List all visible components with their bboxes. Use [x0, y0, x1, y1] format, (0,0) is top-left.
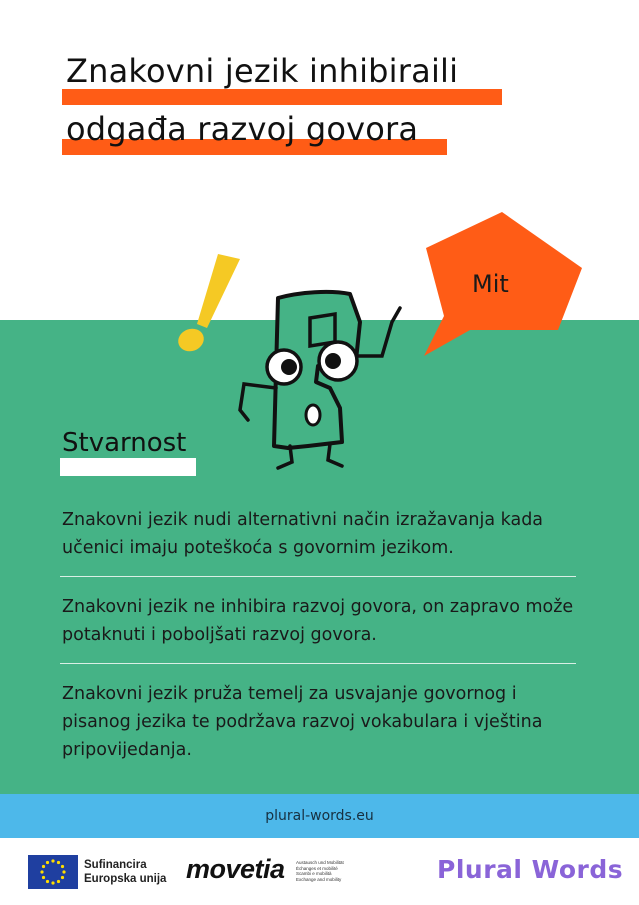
- eu-text-line-2: Europska unija: [84, 873, 167, 885]
- website-band: [0, 794, 639, 838]
- fact-divider: [60, 663, 576, 664]
- fact-item: Znakovni jezik ne inhibira razvoj govora, on zapravo može potaknuti i poboljšati razvoj govora.: [62, 597, 574, 645]
- bubble-label: Mit: [472, 270, 509, 298]
- movetia-tagline-line: Austausch und Mobilität: [296, 860, 344, 865]
- reality-heading: Stvarnost: [62, 428, 187, 458]
- plural-words-logo: Plural Words: [437, 855, 624, 884]
- footer: [0, 838, 639, 905]
- website-link[interactable]: plural-words.eu: [265, 808, 374, 824]
- title-text-2: odgađa razvoj govora: [66, 110, 419, 148]
- fact-divider: [60, 576, 576, 577]
- title-line-1: [62, 52, 502, 90]
- eu-cofunded-text: [84, 858, 166, 886]
- fact-item: Znakovni jezik pruža temelj za usvajanje govornog i pisanog jezika te podržava razvoj vokabulara i vještina pripovijedanja.: [62, 684, 543, 760]
- eu-text-line-1: Sufinancira: [84, 859, 147, 871]
- mascot-letter-icon: [160, 210, 410, 480]
- exclamation-icon: [175, 254, 240, 355]
- movetia-logo: movetia: [186, 854, 285, 884]
- facts-list: [62, 506, 576, 778]
- movetia-tagline-line: Scambi e mobilità: [296, 871, 332, 876]
- movetia-tagline: [296, 860, 344, 882]
- eu-flag-icon: [28, 855, 78, 889]
- reality-underline-bar: [60, 458, 196, 476]
- movetia-tagline-line: Exchange and mobility: [296, 876, 342, 882]
- fact-item: Znakovni jezik nudi alternativni način izražavanja kada učenici imaju poteškoća s govornim jezikom.: [62, 510, 544, 558]
- title-line-2: [62, 110, 447, 148]
- title-text-1: Znakovni jezik inhibiraili: [66, 52, 459, 90]
- movetia-tagline-line: Échanges et mobilité: [296, 865, 338, 871]
- title-underline-bar: [62, 89, 502, 105]
